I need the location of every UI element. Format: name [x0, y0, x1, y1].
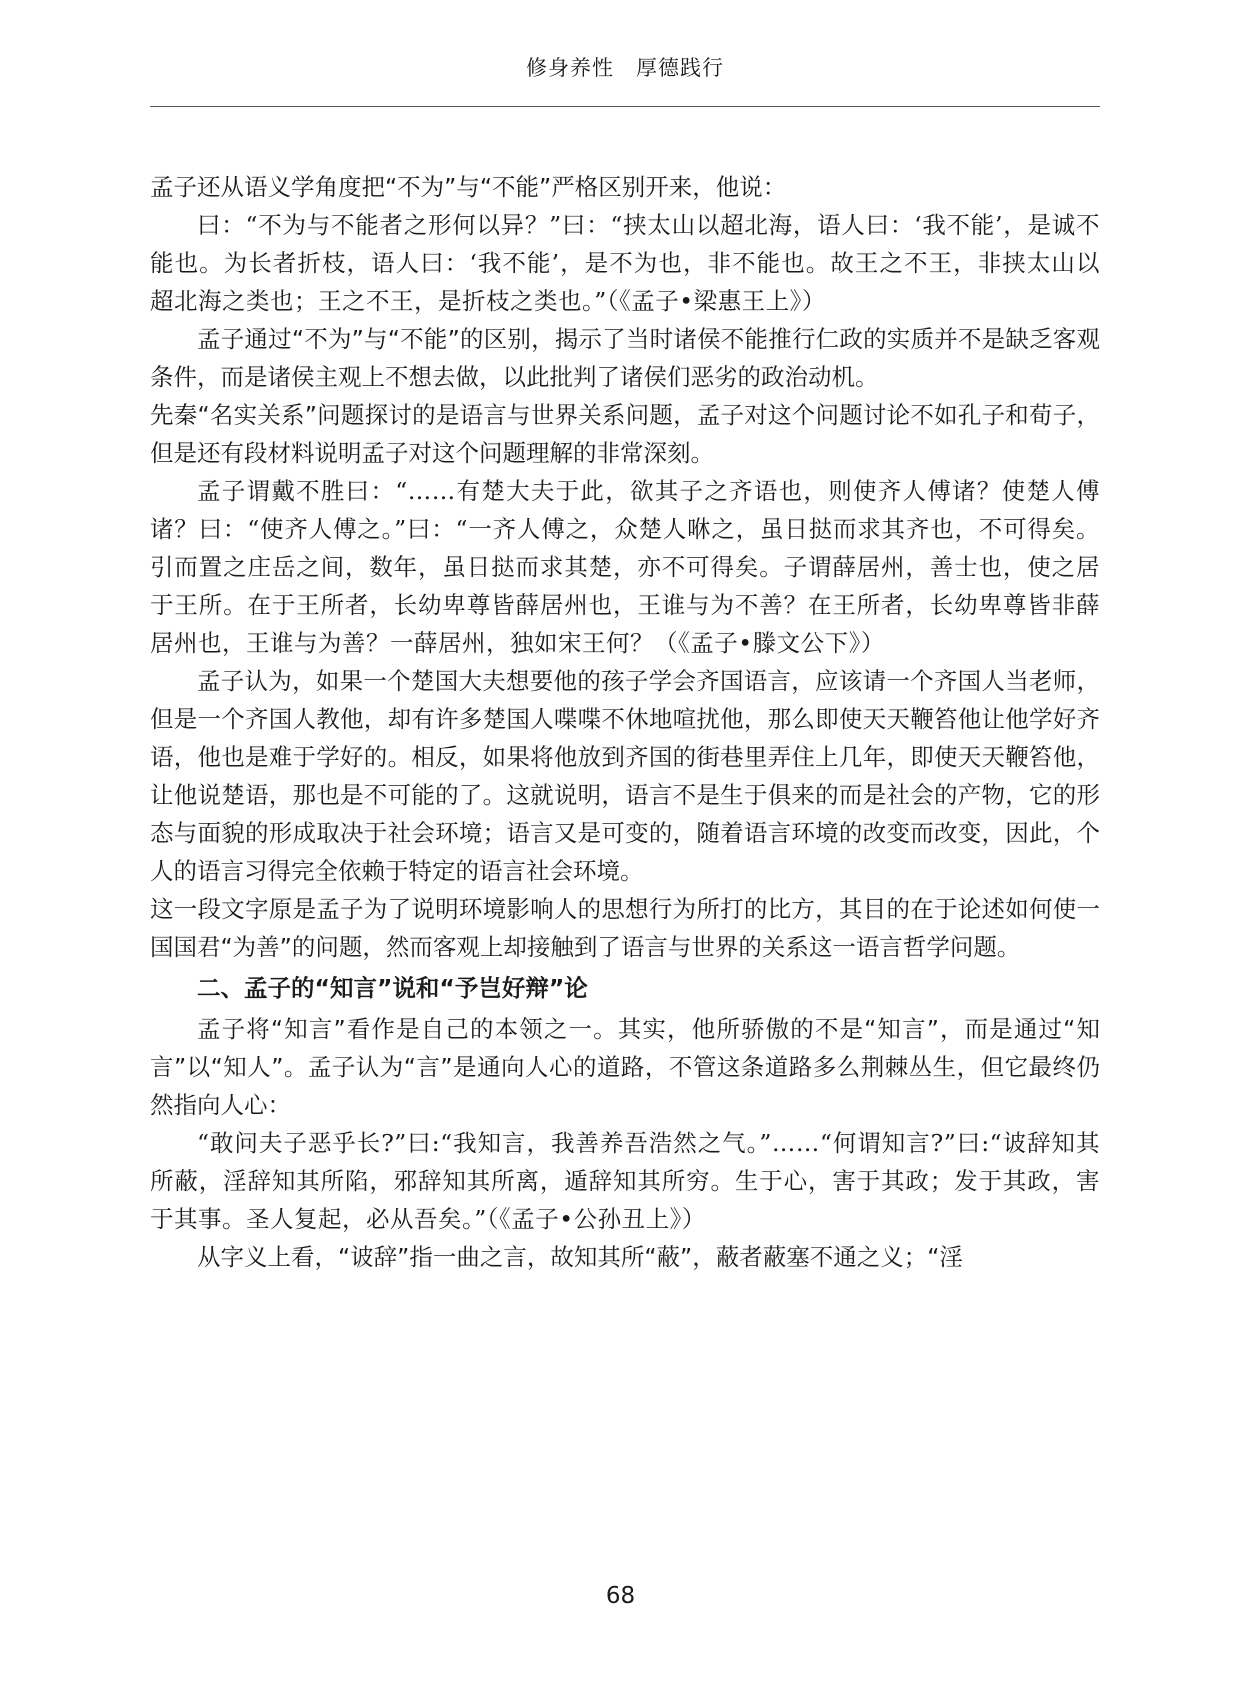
paragraph-knowing-words: 孟子将“知言”看作是自己的本领之一。其实，他所骄傲的不是“知言”，而是通过“知言”以“知人”。孟子认为“言”是通向人心的道路，不管这条道路多么荆棘丛生，但它最终仍然指向人心：: [150, 1015, 1100, 1119]
body-text: [150, 168, 1100, 1276]
quote-teng-wen-gong: 孟子谓戴不胜曰：“……有楚大夫于此，欲其子之齐语也，则使齐人傅诸？使楚人傅诸？曰：“使齐人傅之。”曰：“一齐人傅之，众楚人咻之，虽日挞而求其齐也，不可得矣。引而置之庄岳之间，数年，虽日挞而求其楚，亦不可得矣。子谓薛居州，善士也，使之居于王所。在于王所者，长幼卑尊皆薛居州也，王谁与为不善？在王所者，长幼卑尊皆非薛居州也，王谁与为善？一薛居州，独如宋王何？（《孟子•滕文公下》）: [150, 477, 1100, 657]
paragraph-language-environment: 孟子认为，如果一个楚国大夫想要他的孩子学会齐国语言，应该请一个齐国人当老师，但是一个齐国人教他，却有许多楚国人喋喋不休地喧扰他，那么即使天天鞭笞他让他学好齐语，他也是难于学好的。相反，如果将他放到齐国的街巷里弄住上几年，即使天天鞭笞他，让他说楚语，那也是不可能的了。这就说明，语言不是生于俱来的而是社会的产物，它的形态与面貌的形成取决于社会环境；语言又是可变的，随着语言环境的改变而改变，因此，个人的语言习得完全依赖于特定的语言社会环境。: [150, 667, 1100, 885]
paragraph-name-reality-relation: 先秦“名实关系”问题探讨的是语言与世界关系问题，孟子对这个问题讨论不如孔子和荀子，但是还有段材料说明孟子对这个问题理解的非常深刻。: [150, 401, 1100, 467]
paragraph-language-philosophy: 这一段文字原是孟子为了说明环境影响人的思想行为所打的比方，其目的在于论述如何使一国国君“为善”的问题，然而客观上却接触到了语言与世界的关系这一语言哲学问题。: [150, 895, 1100, 961]
quote-gong-sun-chou: “敢问夫子恶乎长?”曰:“我知言，我善养吾浩然之气。”……“何谓知言?”曰:“诐辞知其所蔽，淫辞知其所陷，邪辞知其所离，遁辞知其所穷。生于心，害于其政；发于其政，害于其事。圣人复起，必从吾矣。”（《孟子•公孙丑上》）: [150, 1129, 1100, 1233]
running-header: 修身养性 厚德践行: [526, 56, 724, 80]
paragraph-word-meaning: 从字义上看，“诐辞”指一曲之言，故知其所“蔽”，蔽者蔽塞不通之义；“淫: [197, 1243, 963, 1271]
paragraph-intro-distinction: 孟子还从语义学角度把“不为”与“不能”严格区别开来，他说：: [150, 173, 787, 201]
header-rule: [150, 106, 1100, 107]
quote-liang-hui-wang: 曰：“不为与不能者之形何以异？”曰：“挟太山以超北海，语人曰：‘我不能’，是诚不能也。为长者折枝，语人曰：‘我不能’，是不为也，非不能也。故王之不王，非挟太山以超北海之类也；王之不王，是折枝之类也。”（《孟子•梁惠王上》）: [150, 211, 1100, 315]
section-heading: 二、孟子的“知言”说和“予岂好辩”论: [197, 974, 588, 1002]
page-number: 68: [605, 1583, 636, 1609]
paragraph-analysis-benevolent-rule: 孟子通过“不为”与“不能”的区别，揭示了当时诸侯不能推行仁政的实质并不是缺乏客观条件，而是诸侯主观上不想去做，以此批判了诸侯们恶劣的政治动机。: [150, 325, 1100, 391]
